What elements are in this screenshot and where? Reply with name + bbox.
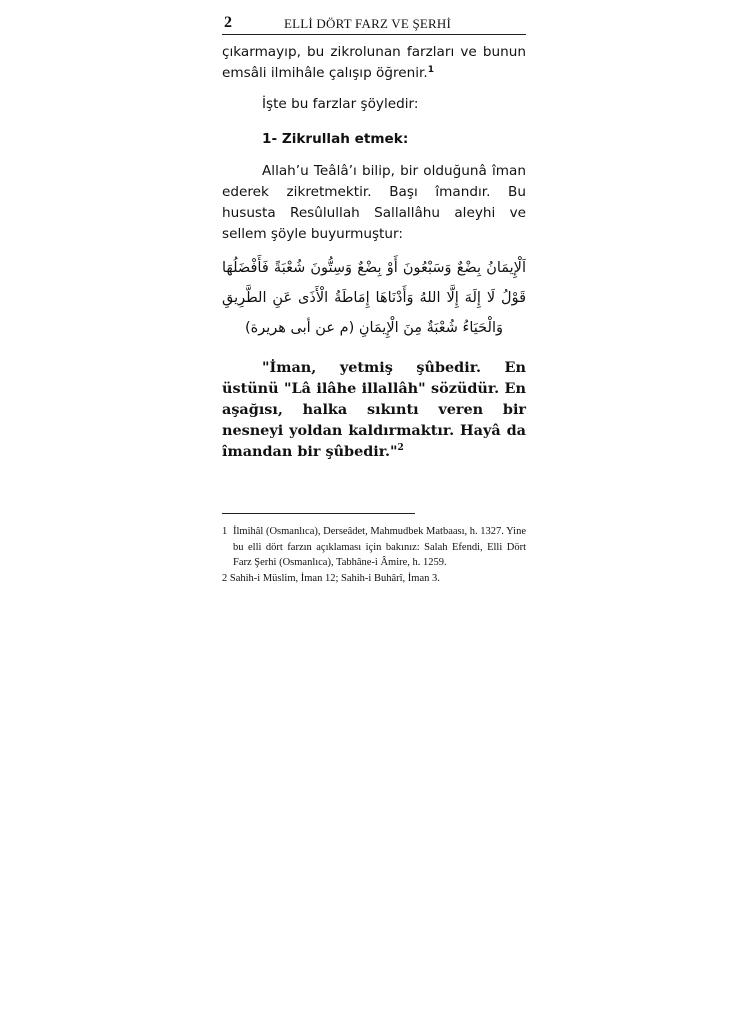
- book-page: [222, 12, 526, 586]
- footnote-number: 2: [222, 572, 228, 584]
- footnote-text: Sahih-i Müslim, İman 12; Sahih-i Buhârî, İman 3.: [229, 572, 440, 584]
- running-title: ELLİ DÖRT FARZ VE ŞERHİ: [284, 16, 452, 31]
- paragraph-intro: İşte bu farzlar şöyledir:: [262, 96, 419, 112]
- footnote-2: [222, 571, 526, 587]
- running-header: [222, 12, 526, 35]
- footnote-number: 1: [222, 526, 228, 538]
- footnote-1: [222, 524, 526, 571]
- footnote-ref-1[interactable]: 1: [427, 65, 434, 75]
- footnote-ref-2[interactable]: 2: [397, 443, 404, 454]
- hadith-translation: [222, 357, 526, 462]
- footnote-text: İlmihâl (Osmanlıca), Dersеâdet, Mahmudbek Matbaası, h. 1327. Yine bu elli dört farzın açıklaması için bakınız: Salah Efendi, Elli Dört Farz Şerhi (Osmanlıca), Tabhâne-i Âmire, h. 1259.: [233, 526, 526, 569]
- section-heading: 1- Zikrullah etmek:: [262, 131, 409, 147]
- paragraph-text: çıkarmayıp, bu zikrolunan farzları ve bunun emsâli ilmihâle çalışıp öğrenir.: [222, 44, 526, 81]
- translation-text: "İman, yetmiş şûbedir. En üstünü "Lâ ilâhe illallâh" sözüdür. En aşağısı, halka sıkıntı veren bir nesneyi yoldan kaldırmaktır. Hayâ da îmandan bir şûbedir.": [222, 359, 526, 461]
- arabic-hadith: اَلْإِيمَانُ بِضْعٌ وَسَبْعُونَ أَوْ بِضْعٌ وَسِتُّونَ شُعْبَةً فَأَفْضَلُهَا قَوْلُ لَا إِلَهَ إِلَّا اللهُ وَأَدْنَاهَا إِمَاطَةُ الْأَذَى عَنِ الطَّرِيقِ وَالْحَيَاءُ شُعْبَةٌ مِنَ الْإِيمَانِ (م عن أبى هريرة): [222, 259, 526, 336]
- page-number: 2: [224, 14, 232, 31]
- paragraph-continuation: [222, 42, 526, 84]
- paragraph-explanation: Allah’u Teâlâ’ı bilip, bir olduğunâ îman ederek zikretmektir. Başı îmandır. Bu hususta Resûlullah Sallallâhu aleyhi ve sellem şöyle buyurmuştur:: [222, 162, 526, 242]
- footnote-divider: [222, 513, 415, 514]
- footnotes: [222, 524, 526, 586]
